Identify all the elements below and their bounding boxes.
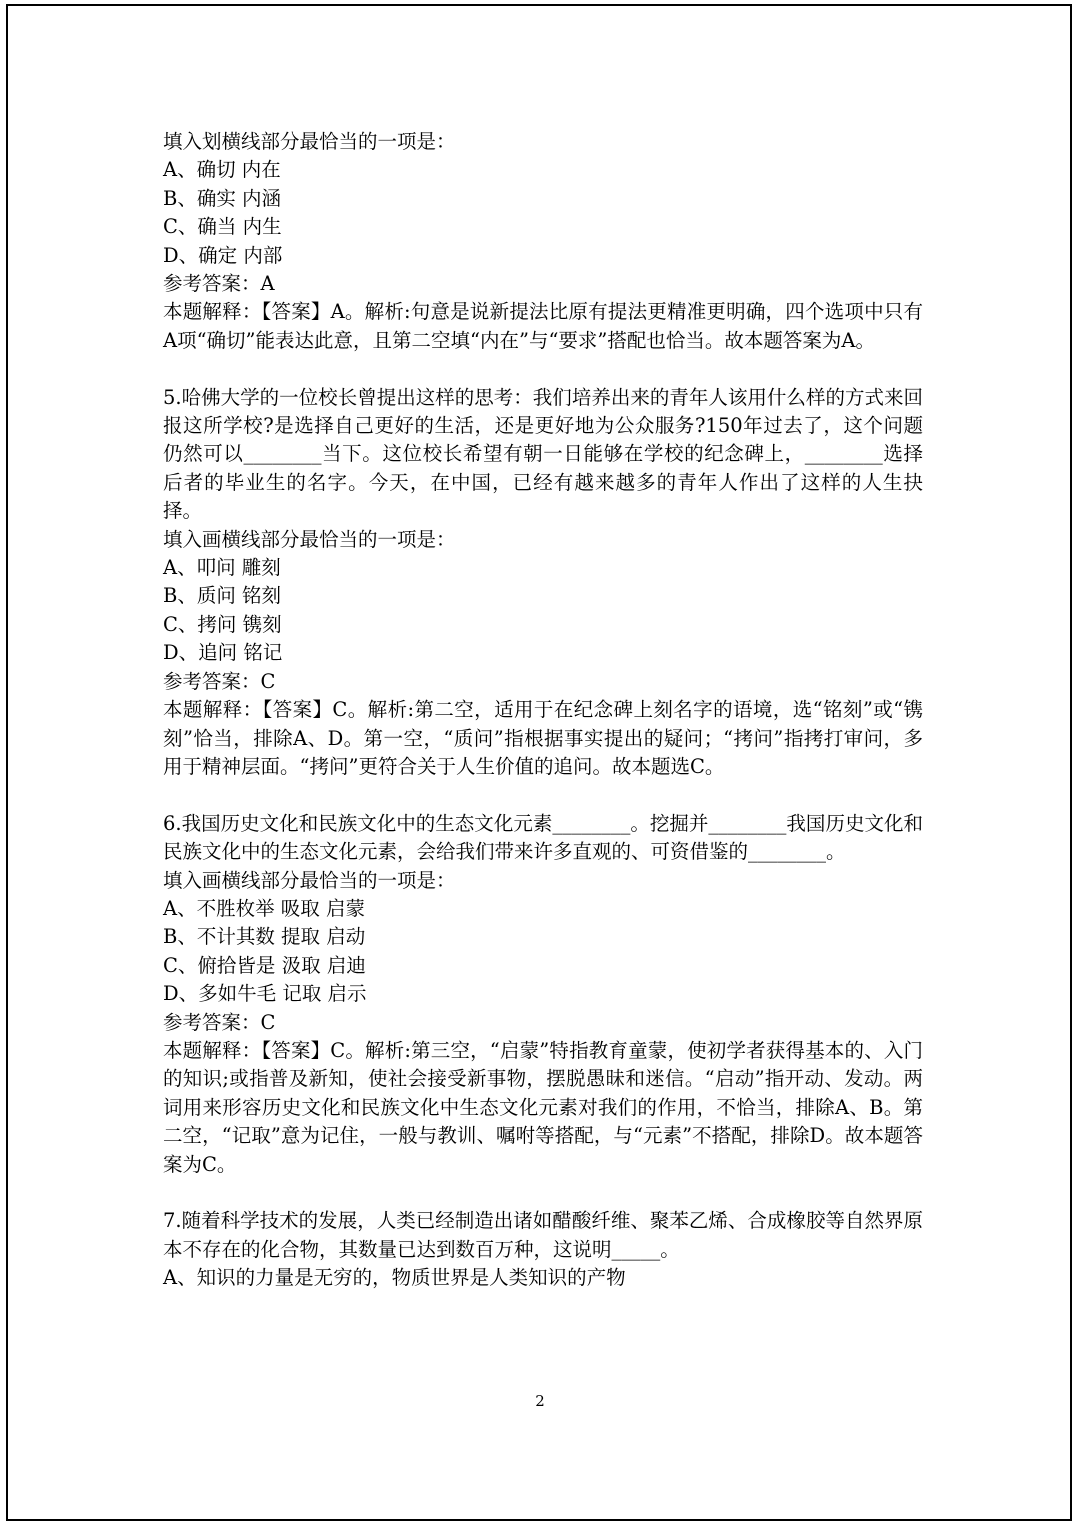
option-d: D、追问 铭记 <box>163 641 283 665</box>
question-prompt: 填入画横线部分最恰当的一项是： <box>163 868 456 892</box>
option-a: A、不胜枚举 吸取 启蒙 <box>163 896 365 920</box>
option-b: B、质问 铭刻 <box>163 584 282 608</box>
option-b: B、不计其数 提取 启动 <box>163 925 366 949</box>
document-content <box>163 128 923 1293</box>
answer-explanation: 本题解释：【答案】A。解析:句意是说新提法比原有提法更精准更明确，四个选项中只有A项“确切”能表达此意，且第二空填“内在”与“要求”搭配也恰当。故本题答案为A。 <box>163 300 923 352</box>
question-stem: 7.随着科学技术的发展，人类已经制造出诸如醋酸纤维、聚苯乙烯、合成橡胶等自然界原本不存在的化合物，其数量已达到数百万种，这说明_____。 <box>163 1209 923 1261</box>
option-a: A、知识的力量是无穷的，物质世界是人类知识的产物 <box>163 1266 626 1290</box>
question-stem: 5.哈佛大学的一位校长曾提出这样的思考：我们培养出来的青年人该用什么样的方式来回报这所学校?是选择自己更好的生活，还是更好地为公众服务?150年过去了，这个问题仍然可以________当下。这位校长希望有朝一日能够在学校的纪念碑上，________选择后者的毕业生的名字。今天，在中国，已经有越来越多的青年人作出了这样的人生抉择。 <box>163 385 923 523</box>
reference-answer: 参考答案：C <box>163 669 276 693</box>
page-number: 2 <box>535 1392 545 1410</box>
question-stem: 6.我国历史文化和民族文化中的生态文化元素________。挖掘并________我国历史文化和民族文化中的生态文化元素，会给我们带来许多直观的、可资借鉴的________。 <box>163 811 923 864</box>
option-c: C、俯拾皆是 汲取 启迪 <box>163 953 366 977</box>
answer-explanation: 本题解释：【答案】C。解析:第三空，“启蒙”特指教育童蒙，使初学者获得基本的、入门的知识;或指普及新知，使社会接受新事物，摆脱愚昧和迷信。“启动”指开动、发动。两词用来形容历史文化和民族文化中生态文化元素对我们的作用，不恰当，排除A、B。第二空，“记取”意为记住，一般与教训、嘱咐等搭配，与“元素”不搭配，排除D。故本题答案为C。 <box>163 1038 923 1176</box>
answer-explanation: 本题解释：【答案】C。解析:第二空，适用于在纪念碑上刻名字的语境，选“铭刻”或“镌刻”恰当，排除A、D。第一空，“质问”指根据事实提出的疑问；“拷问”指拷打审问，多用于精神层面。“拷问”更符合关于人生价值的追问。故本题选C。 <box>163 698 923 778</box>
option-d: D、确定 内部 <box>163 243 283 267</box>
question-prompt: 填入划横线部分最恰当的一项是： <box>163 130 456 153</box>
option-c: C、确当 内生 <box>163 215 282 239</box>
question-4-tail <box>163 128 923 355</box>
question-7 <box>163 1207 923 1292</box>
option-b: B、确实 内涵 <box>163 186 282 210</box>
option-d: D、多如牛毛 记取 启示 <box>163 982 367 1006</box>
option-a: A、叩问 雕刻 <box>163 556 281 580</box>
question-prompt: 填入画横线部分最恰当的一项是： <box>163 527 456 551</box>
question-5 <box>163 384 923 782</box>
option-c: C、拷问 镌刻 <box>163 612 282 636</box>
question-6 <box>163 810 923 1179</box>
reference-answer: 参考答案：C <box>163 1010 276 1034</box>
option-a: A、确切 内在 <box>163 158 281 182</box>
reference-answer: 参考答案：A <box>163 272 275 296</box>
